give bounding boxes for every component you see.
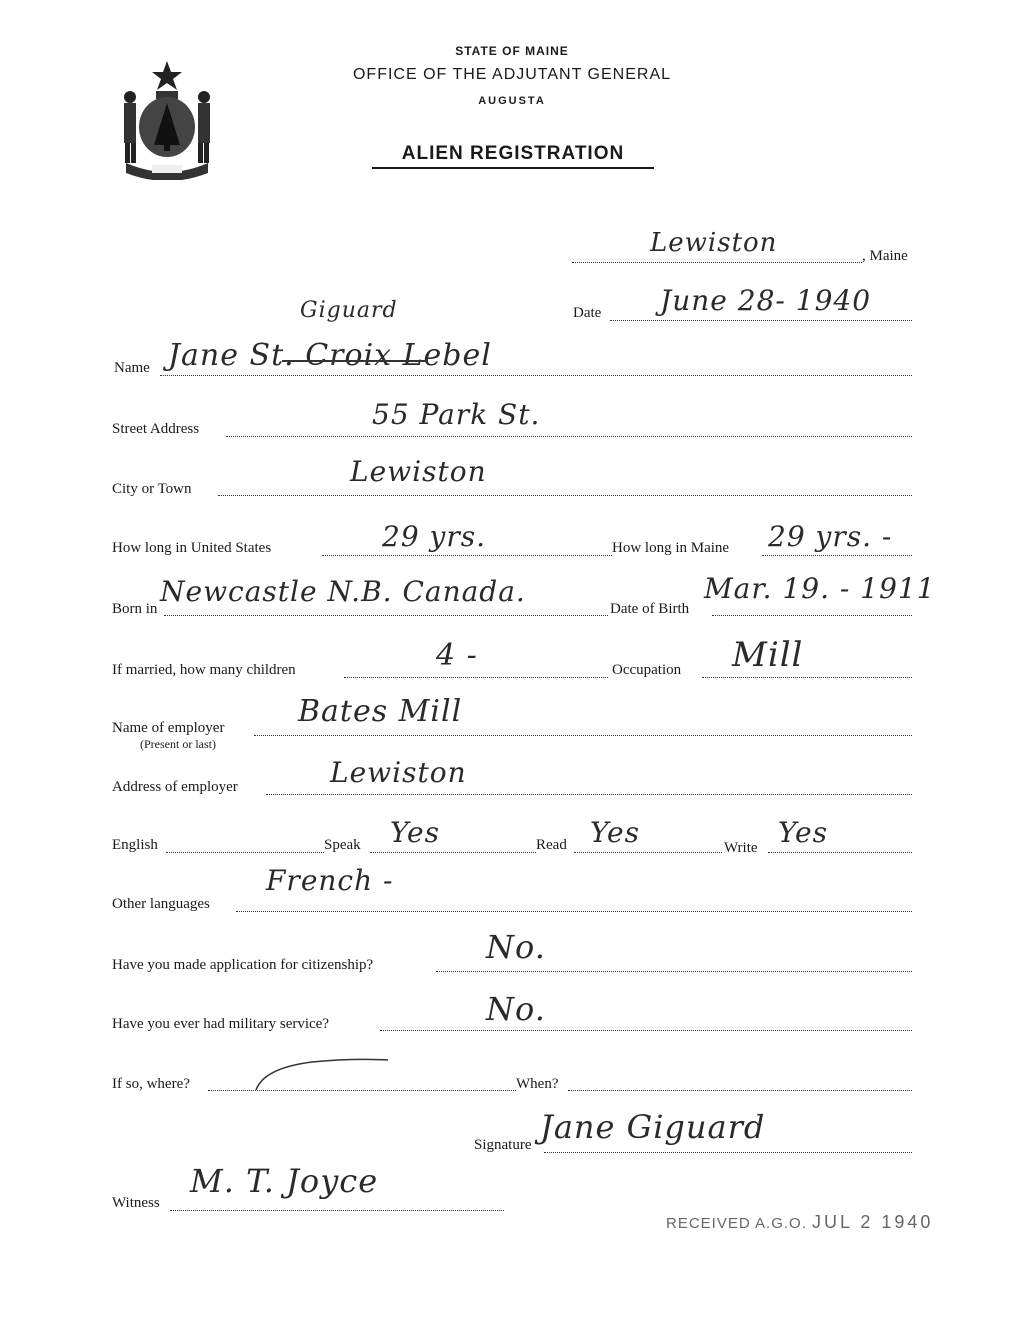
employer-value: Bates Mill [298,694,463,729]
witness-label: Witness [112,1195,160,1211]
date-line [610,320,912,321]
military-label: Have you ever had military service? [112,1016,329,1032]
born-in-value: Newcastle N.B. Canada. [160,575,526,608]
citizenship-label: Have you made application for citizenship? [112,957,374,973]
other-languages-value: French - [266,864,394,897]
street-address-label: Street Address [112,421,200,437]
employer-address-line [266,794,912,795]
date-value: June 28- 1940 [660,284,872,317]
when-label: When? [516,1076,559,1092]
occupation-label: Occupation [612,662,682,678]
name-line [160,375,912,376]
write-line [768,852,912,853]
read-value: Yes [590,816,640,849]
employer-label: Name of employer [112,720,225,736]
occupation-line [702,677,912,678]
street-address-line [226,436,912,437]
how-long-maine-line [762,555,912,556]
name-strikethrough [282,360,427,362]
dash-stroke [252,1054,392,1094]
employer-line [254,735,912,736]
military-line [380,1030,912,1031]
military-value: No. [486,990,546,1028]
read-label: Read [536,837,567,853]
english-line [166,852,324,853]
city-heading: AUGUSTA [478,95,546,107]
other-languages-line [236,911,912,912]
speak-line [370,852,536,853]
citizenship-line [436,971,912,972]
state-heading: STATE OF MAINE [455,44,569,58]
write-value: Yes [778,816,828,849]
form-title: ALIEN REGISTRATION [372,143,654,169]
office-heading: OFFICE OF THE ADJUTANT GENERAL [352,66,672,83]
date-of-birth-value: Mar. 19. - 1911 [704,572,936,605]
name-label: Name [114,360,150,376]
how-long-us-line [322,555,612,556]
town-value: Lewiston [650,228,778,258]
when-line [568,1090,912,1091]
how-long-us-label: How long in United States [112,540,272,556]
witness-line [170,1210,504,1211]
received-stamp [666,1212,933,1233]
how-long-us-value: 29 yrs. [382,520,487,553]
name-correction: Giguard [300,298,398,323]
signature-label: Signature [474,1137,532,1153]
read-line [574,852,722,853]
date-of-birth-label: Date of Birth [610,601,690,617]
children-line [344,677,608,678]
speak-label: Speak [324,837,361,853]
citizenship-value: No. [486,928,546,966]
date-of-birth-line [712,615,912,616]
received-stamp-text: RECEIVED A.G.O. [666,1215,807,1232]
born-in-label: Born in [112,601,158,617]
employer-address-label: Address of employer [112,779,238,795]
street-address-value: 55 Park St. [372,398,541,431]
if-so-where-label: If so, where? [112,1076,190,1092]
write-label: Write [724,840,758,856]
witness-value: M. T. Joyce [190,1162,379,1200]
city-line [218,495,912,496]
born-in-line [164,615,608,616]
employer-address-value: Lewiston [330,756,467,789]
children-label: If married, how many children [112,662,296,678]
city-value: Lewiston [350,455,487,488]
date-label: Date [573,305,602,321]
how-long-maine-value: 29 yrs. - [768,520,893,553]
employer-note: (Present or last) [140,737,216,751]
town-line [572,262,862,263]
how-long-maine-label: How long in Maine [612,540,730,556]
city-label: City or Town [112,481,192,497]
maine-label: , Maine [862,248,908,264]
english-label: English [112,837,158,853]
received-stamp-date: JUL 2 1940 [812,1212,934,1232]
children-value: 4 - [436,638,478,673]
signature-value: Jane Giguard [540,1108,766,1146]
signature-line [544,1152,912,1153]
other-languages-label: Other languages [112,896,210,912]
speak-value: Yes [390,816,440,849]
occupation-value: Mill [732,635,804,675]
name-value: Jane St. Croix Lebel [168,338,492,373]
